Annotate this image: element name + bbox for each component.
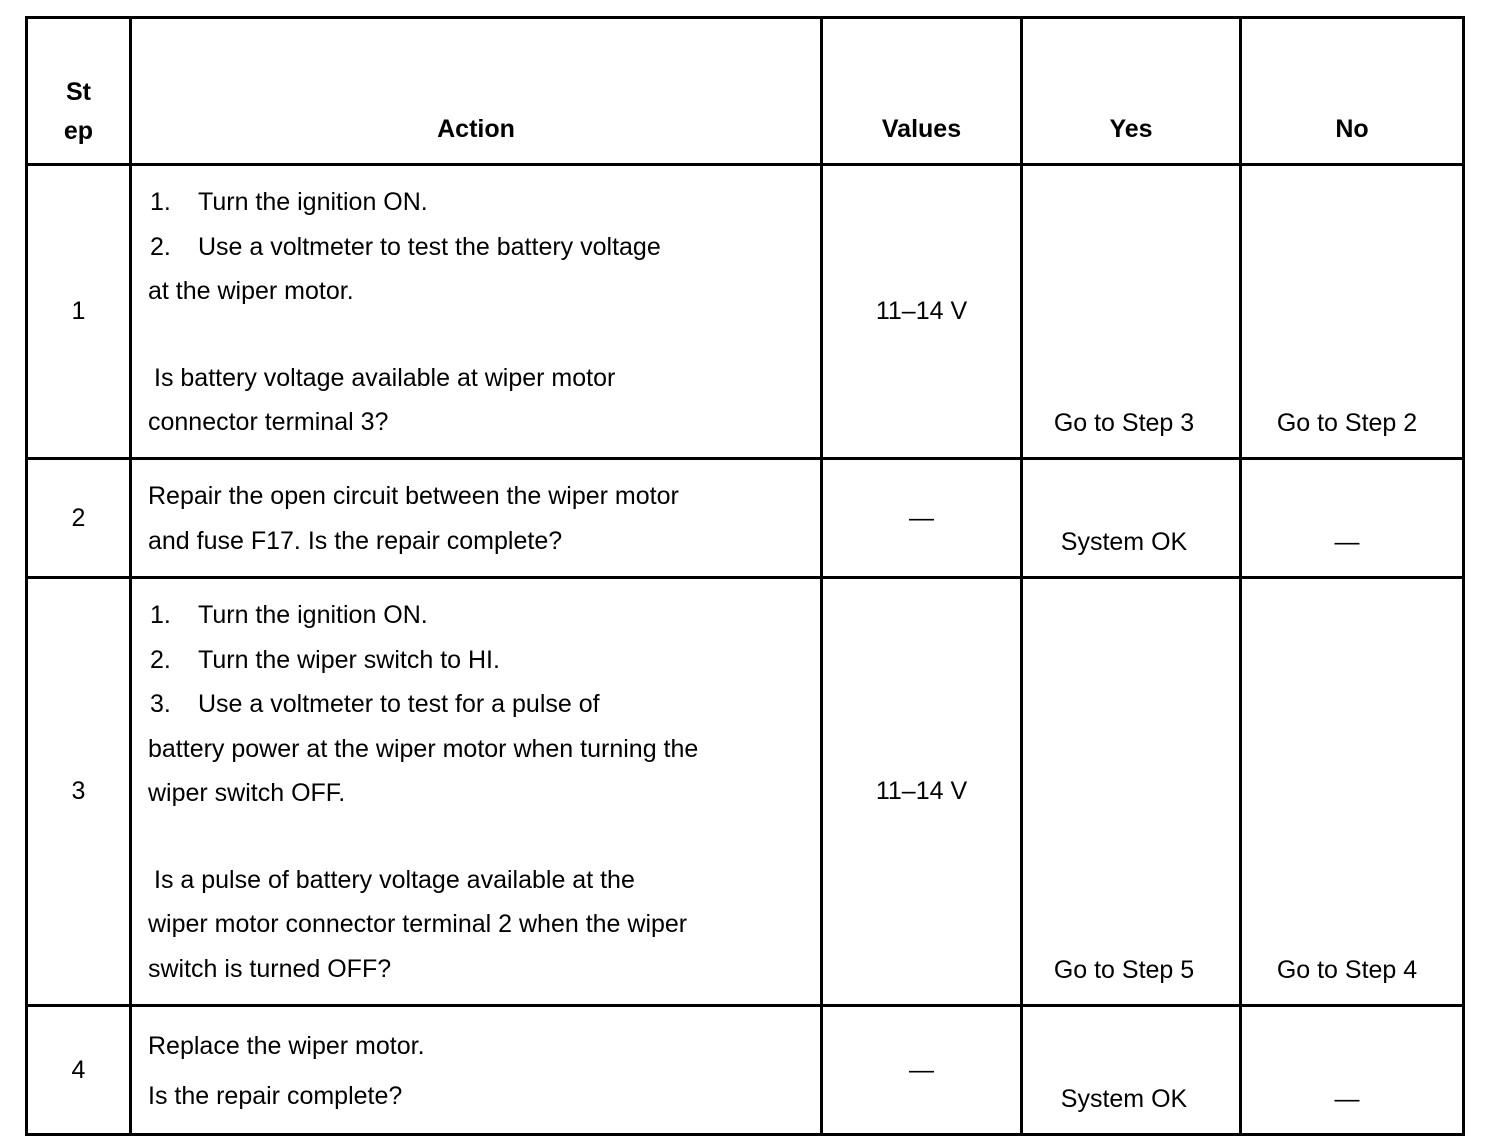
values-cell: —: [822, 1006, 1022, 1135]
action-text: Replace the wiper motor.: [148, 1032, 425, 1060]
step-number: 2: [27, 459, 131, 578]
action-text: Is the repair complete?: [148, 1082, 403, 1110]
action-item: 1. Turn the ignition ON.: [150, 188, 428, 216]
table-row-step-2: [27, 459, 1464, 578]
table-row-step-3: [27, 578, 1464, 1006]
step-header-line1: St: [66, 78, 91, 106]
yes-cell: Go to Step 3: [1022, 165, 1241, 459]
action-item: 3. Use a voltmeter to test for a pulse of: [150, 690, 600, 718]
yes-cell: System OK: [1022, 459, 1241, 578]
yes-cell: Go to Step 5: [1022, 578, 1241, 1006]
action-question: switch is turned OFF?: [148, 954, 392, 983]
step-number: 3: [27, 578, 131, 1006]
action-question: Is a pulse of battery voltage available at the: [154, 865, 635, 894]
action-item: 2. Turn the wiper switch to HI.: [150, 645, 500, 674]
values-cell: 11–14 V: [822, 578, 1022, 1006]
action-cell: [131, 1006, 822, 1135]
step-number: 1: [27, 165, 131, 459]
action-item: 2. Use a voltmeter to test the battery voltage: [150, 232, 661, 261]
no-cell: —: [1241, 1006, 1464, 1135]
step-header-line2: ep: [63, 117, 94, 145]
no-header: No: [1241, 18, 1464, 165]
no-cell: Go to Step 2: [1241, 165, 1464, 459]
action-question: Is battery voltage available at wiper motor: [154, 363, 616, 392]
no-cell: Go to Step 4: [1241, 578, 1464, 1006]
diagnostic-table: [25, 16, 1465, 1136]
action-text: at the wiper motor.: [148, 277, 354, 305]
action-text: and fuse F17. Is the repair complete?: [148, 526, 563, 555]
step-number: 4: [27, 1006, 131, 1135]
values-cell: —: [822, 459, 1022, 578]
values-cell: 11–14 V: [822, 165, 1022, 459]
yes-header: Yes: [1022, 18, 1241, 165]
no-cell: —: [1241, 459, 1464, 578]
action-cell: [131, 165, 822, 459]
action-question: connector terminal 3?: [148, 408, 389, 436]
header-row: [27, 18, 1464, 165]
step-header: [27, 18, 131, 165]
table-row-step-4: [27, 1006, 1464, 1135]
values-header: Values: [822, 18, 1022, 165]
action-text: battery power at the wiper motor when turning the: [148, 734, 699, 763]
action-item: 1. Turn the ignition ON.: [150, 601, 428, 629]
action-question: wiper motor connector terminal 2 when the wiper: [148, 910, 688, 938]
yes-cell: System OK: [1022, 1006, 1241, 1135]
table-row-step-1: [27, 165, 1464, 459]
action-text: Repair the open circuit between the wiper motor: [148, 482, 679, 510]
action-text: wiper switch OFF.: [148, 779, 346, 807]
action-header: Action: [131, 18, 822, 165]
action-cell: [131, 578, 822, 1006]
action-cell: [131, 459, 822, 578]
